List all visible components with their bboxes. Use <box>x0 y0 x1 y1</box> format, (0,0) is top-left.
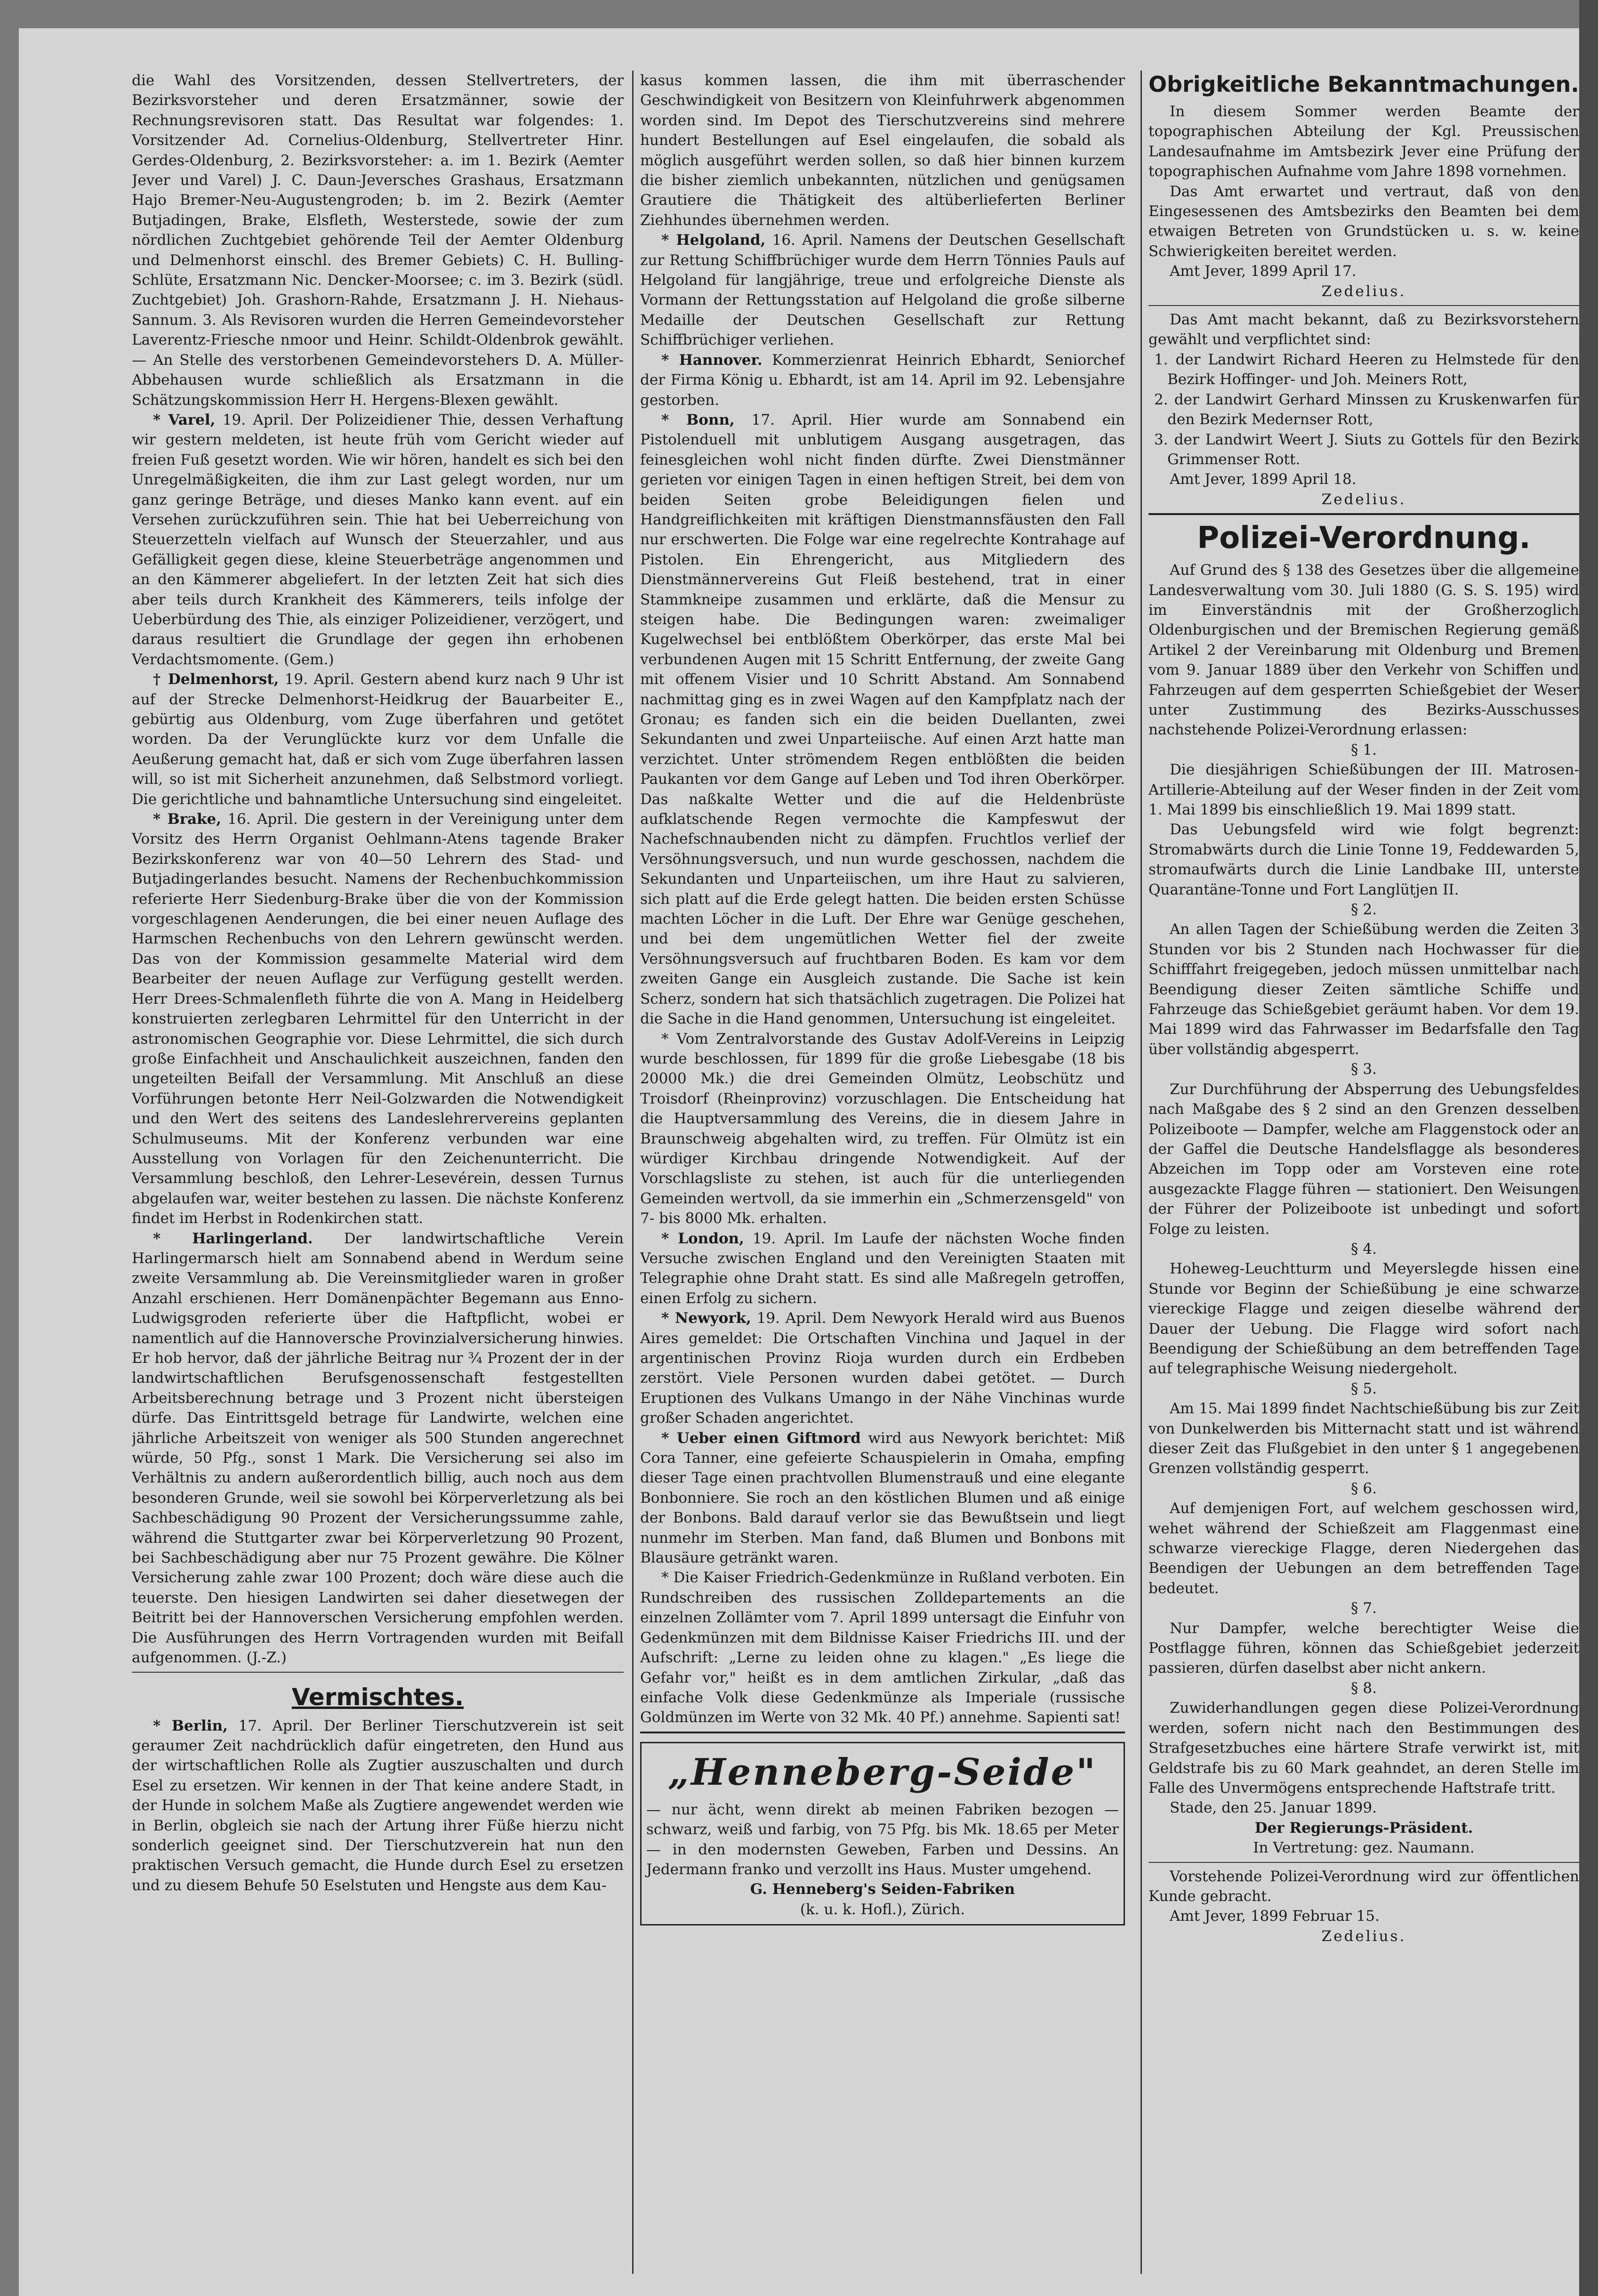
divider <box>1148 1862 1579 1863</box>
section-number: § 6. <box>1351 1480 1377 1497</box>
article-paragraph: kasus kommen lassen, die ihm mit überraschender Geschwindigkeit von Besitzern von Kleinfuhrwerk abgenommen worden sind. Im Depot des Tierschutzvereins sind mehrere hundert Bestellungen auf Esel eingelaufen, die sobald als möglich ausgeführt werden sollen, so daß hier binnen kurzem die bisher ziemlich unbekannten, nützlichen und genügsamen Grautiere die Thätigkeit des altüberlieferten Berliner Ziehhundes übernehmen werden. <box>640 72 1125 229</box>
article-harlingerland <box>132 1229 624 1668</box>
notice-date: Stade, den 25. Januar 1899. <box>1170 1799 1377 1817</box>
notice-paragraph: Das Uebungsfeld wird wie folgt begrenzt: Stromabwärts durch die Linie Tonne 19, Feddewarden 5, stromaufwärts durch die Linie Landbake III, unterste Quarantäne-Tonne und Fort Langlütjen II. <box>1148 821 1579 898</box>
list-item: 1. der Landwirt Richard Heeren zu Helmstede für den Bezirk Hoffinger- und Joh. Meiners Rott, <box>1154 351 1579 388</box>
advertisement-henneberg <box>640 1742 1125 1925</box>
article-varel <box>132 410 624 669</box>
ad-firm-location: (k. u. k. Hofl.), Zürich. <box>800 1901 965 1918</box>
dateline: † Delmenhorst, <box>153 671 279 688</box>
notice-paragraph: Auf demjenigen Fort, auf welchem geschossen wird, wehet während der Schießzeit am Flaggenmast eine schwarze viereckige Flagge, deren Niedergehen das Beendigen der Uebungen an dem betreffenden Tage bedeutet. <box>1148 1500 1579 1597</box>
column-left <box>132 71 624 2274</box>
article-hannover <box>640 350 1125 410</box>
article-text: 16. April. Namens der Deutschen Gesellschaft zur Rettung Schiffbrüchiger wurde dem Herrn Tönnies Pauls auf Helgoland für langjährige, treue und erfolgreiche Dienste als Vormann der Rettungsstation auf Helgoland die große silberne Medaille der Deutschen Gesellschaft zur Rettung Schiffbrüchiger verliehen. <box>640 232 1125 349</box>
column-rule-1 <box>632 71 634 2274</box>
notice-paragraph: Nur Dampfer, welche berechtigter Weise die Postflagge führen, können das Schießgebiet jederzeit passieren, dürfen daselbst aber nicht ankern. <box>1148 1619 1579 1677</box>
notice-paragraph: Die diesjährigen Schießübungen der III. Matrosen-Artillerie-Abteilung auf der Weser finden in der Zeit vom 1. Mai 1899 bis einschließlich 19. Mai 1899 statt. <box>1148 761 1579 818</box>
article-helgoland <box>640 230 1125 350</box>
notice-signature: Zedelius. <box>1321 282 1406 300</box>
article-delmenhorst <box>132 669 624 809</box>
dateline: * Helgoland, <box>661 232 766 249</box>
column-middle <box>640 71 1125 2274</box>
dateline: * Ueber einen Giftmord <box>661 1429 861 1447</box>
section-heading-polizei-verordnung: Polizei-Verordnung. <box>1197 521 1531 556</box>
dateline: * Berlin, <box>153 1717 228 1734</box>
section-number: § 8. <box>1351 1679 1377 1697</box>
section-heading-bekanntmachungen: Obrigkeitliche Bekanntmachungen. <box>1148 72 1579 97</box>
dateline: * Hannover. <box>661 351 763 369</box>
article-text: 17. April. Der Berliner Tierschutzverein ist seit geraumer Zeit nachdrücklich dafür eingetreten, den Hund aus der wirtschaftlichen Rolle als Zugtier auszuschalten und durch Esel zu ersetzen. Wir kennen in der That keine andere Stadt, in der Hunde in solchem Maße als Zugtiere angewendet werden wie in Berlin, obgleich sie nach der Artung ihrer Füße hierzu nicht sonderlich geeignet sind. Der Tierschutzverein hat nun den praktischen Versuch gemacht, die Hunde durch Esel zu ersetzen und zu diesem Behufe 50 Eselstuten und Hengste aus dem Kau- <box>132 1717 624 1894</box>
list-item: 2. der Landwirt Gerhard Minssen zu Kruskenwarfen für den Bezirk Medernser Rott, <box>1154 391 1579 428</box>
article-bonn <box>640 410 1125 1029</box>
article-newyork <box>640 1308 1125 1428</box>
notice-signature: Zedelius. <box>1321 491 1406 508</box>
notice-paragraph: Das Amt macht bekannt, daß zu Bezirksvorstehern gewählt und verpflichtet sind: <box>1148 311 1579 348</box>
column-right <box>1148 71 1579 2274</box>
dateline: * Varel, <box>153 411 216 428</box>
list-item: 3. der Landwirt Weert J. Siuts zu Gottels für den Bezirk Grimmenser Rott. <box>1154 431 1579 468</box>
notice-date: Amt Jever, 1899 Februar 15. <box>1170 1908 1380 1925</box>
dateline: * Newyork, <box>661 1310 751 1327</box>
article-text: 16. April. Die gestern in der Vereinigung unter dem Vorsitz des Herrn Organist Oehlmann-Atens tagende Braker Bezirkskonferenz war von 40—50 Lehrern des Stad- und Butjadingerlandes besucht. Namens der Rechenbuchkommission referierte Herr Siedenburg-Brake über die von der Kommission vorgeschlagenen Aenderungen, die bei einer neuen Auflage des Harmschen Rechenbuchs von den Lehrern gewünscht werden. Das von der Kommission gesammelte Material wird dem Bearbeiter der neuen Auflage zur Verfügung gestellt werden. Herr Drees-Schmalenfleth führte die von A. Mang in Heidelberg konstruierten zerlegbaren Lehrmittel für den Unterricht in der astronomischen Geographie vor. Diese Lehrmittel, die sich durch große Einfachheit und Anschaulichkeit auszeichnen, fanden den ungeteilten Beifall der Versammlung. Mit Anschluß an diese Vorführungen betonte Herr Neil-Golzwarden die Notwendigkeit und den Wert des seitens des Landeslehrervereins geplanten Schulmuseums. Mit der Konferenz verbunden war eine Ausstellung von Vorlagen für den Zeichenunterricht. Die Versammlung beschloß, den Lehrer-Lesevérein, dessen Turnus abgelaufen war, weiter bestehen zu lassen. Die nächste Konferenz findet im Herbst in Rodenkirchen statt. <box>132 811 624 1227</box>
article-gustav-adolf: * Vom Zentralvorstande des Gustav Adolf-Vereins in Leipzig wurde beschlossen, für 1899 für die große Liebesgabe (18 bis 20000 Mk.) die drei Gemeinden Olmütz, Leobschütz und Troisdorf (Rheinprovinz) vorzuschlagen. Die Entscheidung hat die Hauptversammlung des Vereins, die in diesem Jahre in Braunschweig abgehalten wird, zu treffen. Für Olmütz ist ein würdiger Kirchbau dringende Notwendigkeit. Auf der Vorschlagsliste zu stehen, ist auch für die unterliegenden Gemeinden wertvoll, da sie immerhin ein „Schmerzensgeld" von 7- bis 8000 Mk. erhalten. <box>640 1030 1125 1227</box>
notice-paragraph: Zuwiderhandlungen gegen diese Polizei-Verordnung werden, sofern nicht nach den Bestimmungen des Strafgesetzbuches eine härtere Strafe verwirkt ist, mit Geldstrafe bis zu 60 Mark geahndet, an deren Stelle im Falle des Unvermögens entsprechende Haftstrafe tritt. <box>1148 1700 1579 1797</box>
article-text: 19. April. Gestern abend kurz nach 9 Uhr ist auf der Strecke Delmenhorst-Heidkrug der Bauarbeiter E., gebürtig aus Oldenburg, vom Zuge überfahren und getötet worden. Da der Verunglückte kurz vor dem Unfalle die Aeußerung gemacht hat, daß er sich vom Zuge überfahren lassen will, so ist mit Sicherheit anzunehmen, daß Selbstmord vorliegt. Die gerichtliche und bahnamtliche Untersuchung sind eingeleitet. <box>132 671 624 808</box>
notice-date: Amt Jever, 1899 April 18. <box>1170 471 1357 488</box>
article-gedenkmuenze: * Die Kaiser Friedrich-Gedenkmünze in Rußland verboten. Ein Rundschreiben des russischen Zolldepartements an die einzelnen Zollämter vom 7. April 1899 untersagt die Einfuhr von Gedenkmünzen mit dem Bildnisse Kaiser Friedrichs III. und der Aufschrift: „Lerne zu leiden ohne zu klagen." „Es liege die Gefahr vor," heißt es in dem amtlichen Zirkular, „daß das einfache Volk diese Gedenkmünze als Imperiale (russische Goldmünzen im Werte von 32 Mk. 40 Pf.) annehme. Sapienti sat! <box>640 1569 1125 1726</box>
notice-paragraph: In diesem Sommer werden Beamte der topographischen Abteilung der Kgl. Preussischen Landesaufnahme im Amtsbezirk Jever eine Prüfung der topographischen Aufnahme vom Jahre 1898 vornehmen. <box>1148 103 1579 180</box>
notice-signature: Zedelius. <box>1321 1927 1406 1945</box>
notice-paragraph: Zur Durchführung der Absperrung des Uebungsfeldes nach Maßgabe des § 2 sind an den Grenzen desselben Polizeiboote — Dampfer, welche am Flaggenstock oder an der Gaffel die Deutsche Handelsflagge als besonderes Abzeichen im Topp oder am Vorsteven eine rote ausgezackte Flagge führen — stationiert. Den Weisungen der Führer der Polizeiboote ist unbedingt und sofort Folge zu leisten. <box>1148 1080 1579 1238</box>
article-text: wird aus Newyork berichtet: Miß Cora Tanner, eine gefeierte Schauspielerin in Omaha, empfing dieser Tage einen prachtvollen Blumenstrauß und eine elegante Bonbonniere. Sie roch an den köstlichen Blumen und aß einige der Bonbons. Bald darauf verlor sie das Bewußtsein und liegt nunmehr im Sterben. Man fand, daß Blumen und Bonbons mit Blausäure getränkt waren. <box>640 1429 1125 1567</box>
divider <box>1148 305 1579 306</box>
dateline: * Harlingerland. <box>153 1230 313 1247</box>
article-text: 19. April. Der Polizeidiener Thie, dessen Verhaftung wir gestern meldeten, ist heute früh vom Gericht wieder auf freien Fuß gesetzt worden. Wie wir hören, handelt es sich bei den Unregelmäßigkeiten, die ihm zur Last gelegt worden, nur um ganz geringe Beträge, und dieses Manko kann event. auf ein Versehen zurückzuführen sein. Thie hat bei Ueberreichung von Steuerzetteln vielfach auf Wunsch der Steuerzahler, und aus Gefälligkeit gegen diese, kleine Steuerbeträge angenommen und an den Kämmerer abgeliefert. In der letzten Zeit hat sich dies aber teils durch Krankheit des Kämmerers, teils infolge der Ueberbürdung des Thie, als einziger Polizeidiener, verzögert, und daraus resultiert die Grundlage der gegen ihn erhobenen Verdachtsmomente. (Gem.) <box>132 411 624 668</box>
section-number: § 1. <box>1351 741 1377 758</box>
section-heading-vermischtes: Vermischtes. <box>291 1683 464 1711</box>
article-text: 19. April. Im Laufe der nächsten Woche finden Versuche zwischen England und den Vereinigten Staaten mit Telegraphie ohne Draht statt. Es sind alle Maßregeln getroffen, einen Erfolg zu sichern. <box>640 1230 1125 1307</box>
article-berlin <box>132 1716 624 1896</box>
section-number: § 3. <box>1351 1061 1377 1078</box>
notice-signature: In Vertretung: gez. Naumann. <box>1253 1839 1475 1857</box>
notice-paragraph: An allen Tagen der Schießübung werden die Zeiten 3 Stunden vor bis 2 Stunden nach Hochwasser für die Schifffahrt freigegeben, jedoch müssen unmittelbar nach Beendigung dieser Zeiten sämtliche Schiffe und Fahrzeuge das Schießgebiet geräumt haben. Vor dem 19. Mai 1899 wird das Fahrwasser im Bedarfsfalle den Tag über vollständig abgesperrt. <box>1148 921 1579 1058</box>
section-number: § 5. <box>1351 1380 1377 1397</box>
divider <box>132 1672 624 1673</box>
ad-title: „Henneberg-Seide" <box>668 1750 1097 1794</box>
article-london <box>640 1229 1125 1309</box>
divider <box>640 1732 1125 1733</box>
section-number: § 4. <box>1351 1240 1377 1257</box>
notice-paragraph: Auf Grund des § 138 des Gesetzes über die allgemeine Landesverwaltung vom 30. Juli 1880 (G. S. S. 195) wird im Einverständnis mit der Großherzoglich Oldenburgischen und der Bremischen Regierung gemäß Artikel 2 der Vereinbarung mit Oldenburg und Bremen vom 9. Januar 1889 über den Verkehr von Schiffen und Fahrzeugen auf dem gesperrten Schießgebiet der Weser unter Zustimmung des Bezirks-Ausschusses nachstehende Polizei-Verordnung erlassen: <box>1148 562 1579 739</box>
article-text: Kommerzienrat Heinrich Ebhardt, Seniorchef der Firma König u. Ebhardt, ist am 14. April im 92. Lebensjahre gestorben. <box>640 351 1125 409</box>
dateline: * Bonn, <box>661 411 735 428</box>
notice-paragraph: Am 15. Mai 1899 findet Nachtschießübung bis zur Zeit von Dunkelwerden bis Mitternacht statt und ist während dieser Zeit das Flußgebiet in den unter § 1 angegebenen Grenzen vollständig gesperrt. <box>1148 1400 1579 1477</box>
article-paragraph: die Wahl des Vorsitzenden, dessen Stellvertreters, der Bezirksvorsteher und deren Ersatzmänner, sowie der Rechnungsrevisoren statt. Das Resultat war folgendes: 1. Vorsitzender Ad. Cornelius-Oldenburg, Stellvertreter Hinr. Gerdes-Oldenburg, 2. Bezirksvorsteher: a. im 1. Bezirk (Aemter Jever und Varel) J. C. Daun-Jeversches Grashaus, Ersatzmann Hajo Bremer-Neu-Augustengroden; b. im 2. Bezirk (Aemter Butjadingen, Brake, Elsfleth, Westerstede, sowie der zum nördlichen Zuchtgebiet gehörende Teil der Aemter Oldenburg und Delmenhorst einschl. des Bremer Gebiets) C. H. Bulling-Schlüte, Ersatzmann Nic. Dencker-Moorsee; c. im 3. Bezirk (südl. Zuchtgebiet) Joh. Grashorn-Rahde, Ersatzmann J. H. Niehaus-Sannum. 3. Als Revisoren wurden die Herren Gemeindevorsteher Laverentz-Friesche nmoor und Heinr. Schildt-Oldenbrok gewählt. — An Stelle des verstorbenen Gemeindevorstehers D. A. Müller-Abbehausen wurde schließlich als Ersatzmann in die Schätzungskommission Herr H. Hergens-Blexen gewählt. <box>132 72 624 409</box>
dateline: * London, <box>661 1230 744 1247</box>
notice-paragraph: Das Amt erwartet und vertraut, daß von den Eingesessenen des Amtsbezirks den Beamten bei dem etwaigen Betreten von Grundstücken u. s. w. keine Schwierigkeiten bereitet werden. <box>1148 183 1579 260</box>
notice-date: Amt Jever, 1899 April 17. <box>1170 263 1357 280</box>
column-rule-2 <box>1140 71 1142 2274</box>
ad-body: — nur ächt, wenn direkt ab meinen Fabriken bezogen — schwarz, weiß und farbig, von 75 Pfg. bis Mk. 18.65 per Meter — in den modernsten Geweben, Farben und Dessins. An Jedermann franko und verzollt ins Haus. Muster umgehend. <box>646 1801 1119 1878</box>
notice-signature: Der Regierungs-Präsident. <box>1254 1819 1473 1837</box>
article-text: Der landwirtschaftliche Verein Harlingermarsch hielt am Sonnabend abend in Werdum seine zweite Versammlung ab. Die Vereinsmitglieder waren in großer Anzahl erschienen. Herr Domänenpächter Begemann aus Enno-Ludwigsgroden referierte über die Haftpflicht, wobei er namentlich auf die Hannoversche Provinzialversicherung hinwies. Er hob hervor, daß der jährliche Beitrag nur ¾ Prozent der in der landwirtschaftlichen Berufsgenossenschaft festgestellten Arbeitsberechnung betrage und 3 Prozent nicht übersteigen dürfe. Das Eintrittsgeld betrage für Landwirte, welchen eine jährliche Arbeitszeit von weniger als 500 Stunden angerechnet würde, 50 Pfg., sonst 1 Mark. Die Versicherung sei also im Verhältnis zu andern außerordentlich billig, auch noch aus dem besonderen Grunde, weil sie sowohl bei Körperverletzung als bei Sachbeschädigung 90 Prozent der Versicherungssumme zahle, während die Stuttgarter zwar bei Körperverletzung 90 Prozent, bei Sachbeschädigung aber nur 75 Prozent gewähre. Die Kölner Versicherung zahle zwar 100 Prozent; doch wäre diese auch die teuerste. Den hiesigen Landwirten sei daher diesetwegen der Beitritt bei der Hannoverschen Versicherung empfohlen werden. Die Ausführungen des Herrn Vortragenden wurden mit Beifall aufgenommen. <box>132 1230 624 1667</box>
section-number: § 2. <box>1351 901 1377 918</box>
page-edge-shadow <box>1579 0 1598 2296</box>
article-text: 19. April. Dem Newyork Herald wird aus Buenos Aires gemeldet: Die Ortschaften Vinchina und Jaquel in der argentinischen Provinz Rioja wurden durch ein Erdbeben zerstört. Viele Personen wurden dabei getötet. — Durch Eruptionen des Vulkans Umango in der Nähe Vinchinas wurde großer Schaden angerichtet. <box>640 1310 1125 1427</box>
notice-paragraph: Vorstehende Polizei-Verordnung wird zur öffentlichen Kunde gebracht. <box>1148 1868 1579 1905</box>
article-text: 17. April. Hier wurde am Sonnabend ein Pistolenduell mit unblutigem Ausgang ausgetragen, das feinesgleichen wohl nicht finden dürfte. Zwei Dienstmänner gerieten vor einigen Tagen in einen heftigen Streit, bei dem von beiden Seiten grobe Beleidigungen fielen und Handgreiflichkeiten mit kräftigen Dienstmannsfäusten den Fall nur erschwerten. Die Folge war eine regelrechte Kontrahage auf Pistolen. Ein Ehrengericht, aus Mitgliedern des Dienstmännervereins Gut Fleiß bestehend, trat in einer Stammkneipe zusammen und erklärte, daß die Mensur zu steigen habe. Die Bedingungen waren: zweimaliger Kugelwechsel bei entblößtem Oberkörper, das erste Mal bei verbundenen Augen mit 15 Schritt Entfernung, der zweite Gang mit offenem Visier und 10 Schritt Abstand. Am Sonnabend nachmittag ging es in zwei Wagen auf den Kampfplatz nach der Gronau; es fanden sich ein die beiden Duellanten, zwei Sekundanten und zwei Unparteiische. Auf einen Arzt hatte man verzichtet. Unter strömendem Regen entblößten die beiden Paukanten vor dem Gange auf Leben und Tod ihren Oberkörper. Das naßkalte Wetter und die auf die Heldenbrüste aufklatschende Regen vermochte die Kampfeswut der Nachefschnaubenden nicht zu dämpfen. Fruchtlos verlief der Versöhnungsversuch, und nun wurde geschossen, nachdem die Sekundanten und Unparteiischen, um ihre Haut zu salvieren, sich platt auf die Erde gelegt hatten. Die beiden ersten Schüsse machten Löcher in die Luft. Der Ehre war Genüge geschehen, und bei dem ungemütlichen Wetter fiel der zweite Versöhnungsversuch auf fruchtbaren Boden. Es kam vor dem zweiten Gange ein Ausgleich zustande. Die Sache ist kein Scherz, sondern hat sich thatsächlich zugetragen. Die Polizei hat die Sache in die Hand genommen, Untersuchung ist eingeleitet. <box>640 411 1125 1028</box>
article-brake <box>132 809 624 1229</box>
article-giftmord <box>640 1428 1125 1568</box>
source-tag: (J.-Z.) <box>246 1649 287 1667</box>
divider <box>1148 513 1579 515</box>
notice-paragraph: Hoheweg-Leuchtturm und Meyerslegde hissen eine Stunde vor Beginn der Schießübung je eine schwarze viereckige Flagge und zeigen dieselbe während der Dauer der Uebung. Die Flagge wird sofort nach Beendigung der Schießübung an dem betreffenden Tage auf telegraphische Weisung niedergeholt. <box>1148 1260 1579 1378</box>
ad-firm: G. Henneberg's Seiden-Fabriken <box>750 1881 1015 1898</box>
dateline: * Brake, <box>153 811 222 828</box>
section-number: § 7. <box>1351 1600 1377 1617</box>
